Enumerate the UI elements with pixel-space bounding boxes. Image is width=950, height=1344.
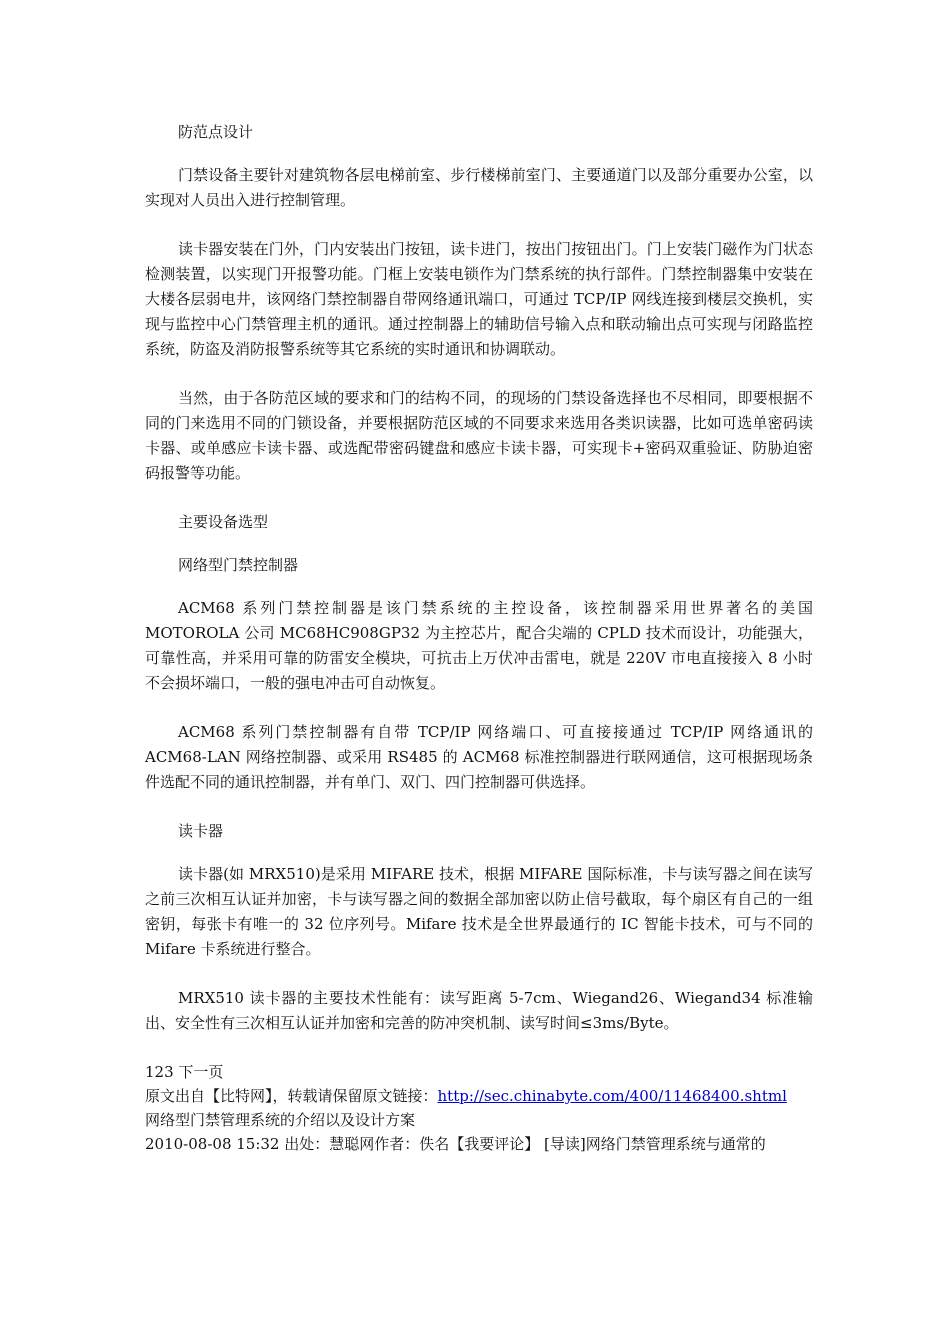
paragraph-door-scope: 门禁设备主要针对建筑物各层电梯前室、步行楼梯前室门、主要通道门以及部分重要办公室，以实现对人员出入进行控制管理。 bbox=[145, 166, 813, 209]
section-heading-card-reader: 读卡器 bbox=[178, 822, 224, 840]
source-link[interactable]: http://sec.chinabyte.com/400/11468400.shtml bbox=[437, 1087, 787, 1105]
document-body bbox=[145, 120, 813, 1156]
section-heading-equipment: 主要设备选型 bbox=[178, 513, 269, 531]
section-heading-network-controller: 网络型门禁控制器 bbox=[178, 556, 299, 574]
paragraph-acm68-intro: ACM68 系列门禁控制器是该门禁系统的主控设备，该控制器采用世界著名的美国 MOTOROLA 公司 MC68HC908GP32 为主控芯片，配合尖端的 CPLD 技术而设计，功能强大，可靠性高，并采用可靠的防雷安全模块，可抗击上万伏冲击雷电，就是 220V 市电直接接入 8 小时不会损坏端口，一般的强电冲击可自动恢复。 bbox=[145, 599, 813, 692]
paragraph-device-selection: 当然，由于各防范区域的要求和门的结构不同，的现场的门禁设备选择也不尽相同，即要根据不同的门来选用不同的门锁设备，并要根据防范区域的不同要求来选用各类识读器，比如可选单密码读卡器、或单感应卡读卡器、或选配带密码键盘和感应卡读卡器，可实现卡+密码双重验证、防胁迫密码报警等功能。 bbox=[145, 389, 813, 482]
source-prefix: 原文出自【比特网】，转载请保留原文链接： bbox=[145, 1087, 438, 1105]
paragraph-mrx510-specs: MRX510 读卡器的主要技术性能有：读写距离 5-7cm、Wiegand26、Wiegand34 标准输出、安全性有三次相互认证并加密和完善的防冲突机制、读写时间≤3ms/Byte。 bbox=[145, 989, 813, 1032]
paragraph-acm68-network: ACM68 系列门禁控制器有自带 TCP/IP 网络端口、可直接接通过 TCP/IP 网络通讯的 ACM68-LAN 网络控制器、或采用 RS485 的 ACM68 标准控制器进行联网通信，这可根据现场条件选配不同的通讯控制器，并有单门、双门、四门控制器可供选择。 bbox=[145, 723, 813, 791]
article-footer bbox=[145, 1060, 813, 1156]
pagination[interactable]: 123 下一页 bbox=[145, 1063, 224, 1081]
paragraph-reader-install: 读卡器安装在门外，门内安装出门按钮，读卡进门，按出门按钮出门。门上安装门磁作为门状态检测装置，以实现门开报警功能。门框上安装电锁作为门禁系统的执行部件。门禁控制器集中安装在大楼各层弱电井，该网络门禁控制器自带网络通讯端口，可通过 TCP/IP 网线连接到楼层交换机，实现与监控中心门禁管理主机的通讯。通过控制器上的辅助信号输入点和联动输出点可实现与闭路监控系统，防盗及消防报警系统等其它系统的实时通讯和协调联动。 bbox=[145, 240, 813, 358]
source-line bbox=[145, 1084, 813, 1108]
article-meta-line: 2010-08-08 15:32 出处：慧聪网作者：佚名【我要评论】 [导读]网络门禁管理系统与通常的 bbox=[145, 1135, 766, 1153]
next-article-title: 网络型门禁管理系统的介绍以及设计方案 bbox=[145, 1111, 416, 1129]
paragraph-mifare: 读卡器(如 MRX510)是采用 MIFARE 技术，根据 MIFARE 国际标准，卡与读写器之间在读写之前三次相互认证并加密，卡与读写器之间的数据全部加密以防止信号截取，每个扇区有自己的一组密钥，每张卡有唯一的 32 位序列号。Mifare 技术是全世界最通行的 IC 智能卡技术，可与不同的 Mifare 卡系统进行整合。 bbox=[145, 865, 813, 958]
section-heading-defense-point: 防范点设计 bbox=[178, 123, 254, 141]
